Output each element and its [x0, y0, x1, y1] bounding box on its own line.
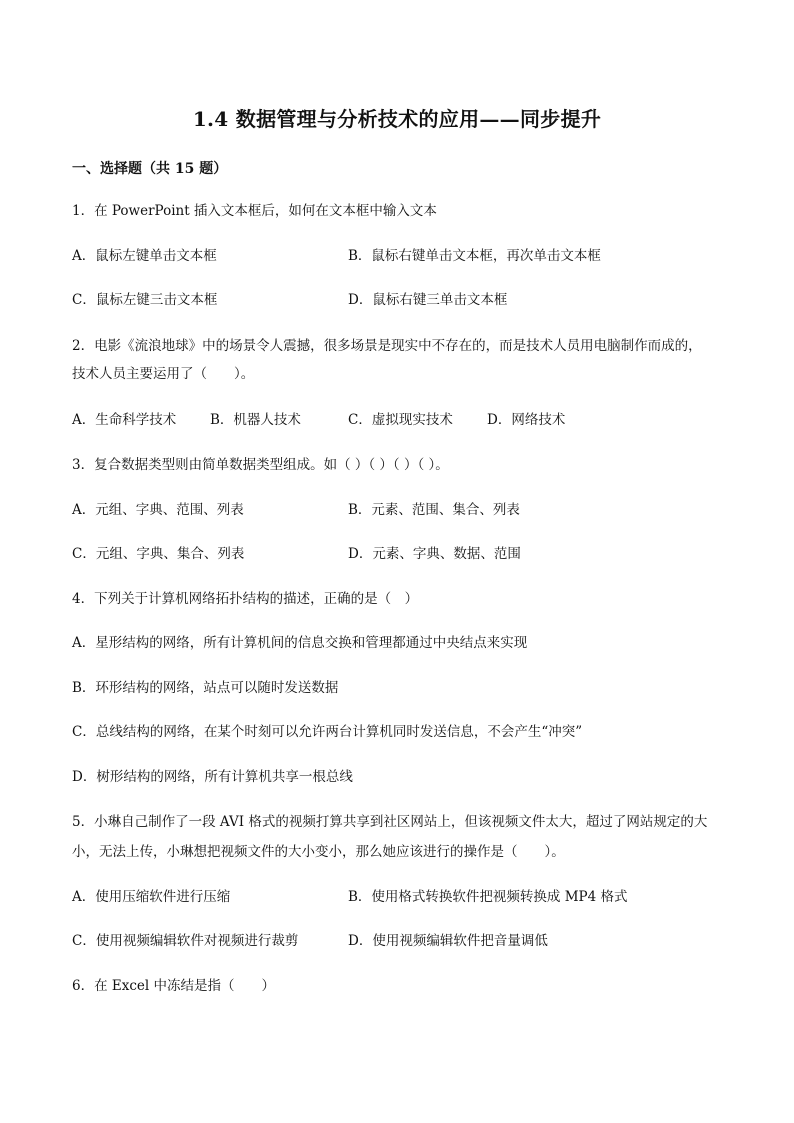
question-5-option-c: C．使用视频编辑软件对视频进行裁剪: [72, 933, 299, 949]
question-1-option-a: A．鼠标左键单击文本框: [72, 248, 217, 264]
section-heading: 一、选择题（共 15 题）: [72, 161, 228, 177]
question-3-option-b: B．元素、范围、集合、列表: [348, 502, 520, 518]
question-6-stem: 6．在 Excel 中冻结是指（ ）: [72, 978, 276, 994]
question-3-option-c: C．元组、字典、集合、列表: [72, 546, 245, 562]
question-2-stem-line-2: 技术人员主要运用了（ ）。: [72, 366, 255, 382]
question-4-option-d: D．树形结构的网络，所有计算机共享一根总线: [72, 769, 353, 785]
question-4-option-c: C．总线结构的网络，在某个时刻可以允许两台计算机同时发送信息，不会产生“冲突”: [72, 724, 583, 740]
question-2-option-d: D．网络技术: [487, 412, 566, 428]
question-5-stem-line-1: 5．小琳自己制作了一段 AVI 格式的视频打算共享到社区网站上，但该视频文件太大，超过了网站规定的大: [72, 814, 708, 830]
question-2-stem-line-1: 2．电影《流浪地球》中的场景令人震撼，很多场景是现实中不存在的，而是技术人员用电脑制作而成的，: [72, 338, 702, 354]
question-2-option-b: B．机器人技术: [210, 412, 301, 428]
question-3-option-a: A．元组、字典、范围、列表: [72, 502, 244, 518]
question-5-stem-line-2: 小，无法上传，小琳想把视频文件的大小变小，那么她应该进行的操作是（ ）。: [72, 844, 565, 860]
question-5-option-b: B．使用格式转换软件把视频转换成 MP4 格式: [348, 889, 628, 905]
question-3-stem: 3．复合数据类型则由简单数据类型组成。如（ ）（ ）（ ）（ ）。: [72, 457, 449, 473]
question-3-option-d: D．元素、字典、数据、范围: [348, 546, 521, 562]
question-4-option-a: A．星形结构的网络，所有计算机间的信息交换和管理都通过中央结点来实现: [72, 635, 528, 651]
question-5-option-a: A．使用压缩软件进行压缩: [72, 889, 231, 905]
question-1-option-b: B．鼠标右键单击文本框，再次单击文本框: [348, 248, 601, 264]
question-4-stem: 4．下列关于计算机网络拓扑结构的描述，正确的是（ ）: [72, 591, 419, 607]
question-1-option-d: D．鼠标右键三单击文本框: [348, 292, 508, 308]
question-2-option-a: A．生命科学技术: [72, 412, 177, 428]
question-2-options: [72, 410, 565, 430]
question-5-option-d: D．使用视频编辑软件把音量调低: [348, 933, 548, 949]
question-1-option-c: C．鼠标左键三击文本框: [72, 292, 218, 308]
question-2-option-c: C．虚拟现实技术: [348, 412, 453, 428]
question-4-option-b: B．环形结构的网络，站点可以随时发送数据: [72, 680, 339, 696]
question-1-stem: 1．在 PowerPoint 插入文本框后，如何在文本框中输入文本: [72, 203, 437, 219]
page-title: 1.4 数据管理与分析技术的应用——同步提升: [192, 107, 602, 131]
